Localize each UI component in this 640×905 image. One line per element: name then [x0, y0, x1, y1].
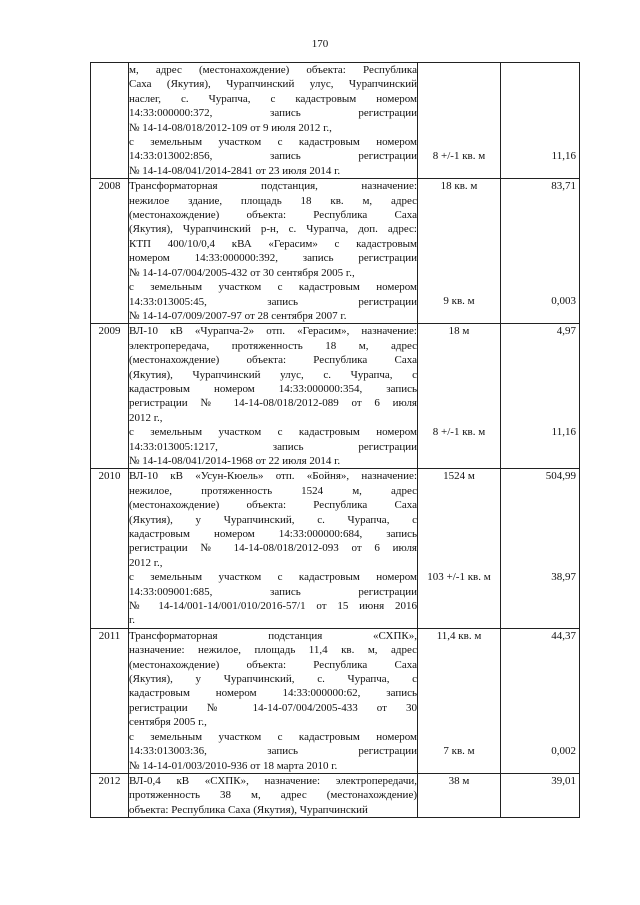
- object-description: [129, 63, 418, 179]
- description-line: (Якутия), у Чурапчинский, с. Чурапча, с: [129, 673, 417, 686]
- description-line: 2012 г.,: [129, 411, 163, 424]
- description-line: Трансформаторная подстанция, назначение:: [129, 180, 417, 193]
- page-number: 170: [311, 38, 329, 50]
- description-line: с земельным участком с кадастровым номером: [129, 730, 417, 743]
- row-number: 2010: [91, 469, 129, 628]
- description-line: кадастровым номером 14:33:000000:684, запись: [129, 528, 417, 540]
- table-row: [91, 179, 580, 324]
- description-line: назначение: нежилое, площадь 11,4 кв. м, адрес: [129, 644, 417, 657]
- cost-cell: [501, 628, 580, 773]
- description-line: № 14-14-08/041/2014-2841 от 23 июля 2014 г.: [129, 164, 341, 177]
- area-value: 11,4 кв. м: [436, 629, 482, 642]
- description-line: с земельным участком с кадастровым номером: [129, 426, 417, 439]
- description-line: объекта: Республика Саха (Якутия), Чурапчинский: [129, 803, 368, 816]
- area-cell: [418, 628, 501, 773]
- description-line: № 14-14-07/009/2007-97 от 28 сентября 2007 г.: [129, 309, 347, 322]
- cost-value: 38,97: [551, 571, 576, 584]
- row-number: 2011: [91, 628, 129, 773]
- description-line: кадастровым номером 14:33:000000:62, запись: [129, 687, 417, 700]
- cost-cell: [501, 773, 580, 817]
- table-row: [91, 469, 580, 628]
- description-line: № 14-14-08/018/2012-109 от 9 июля 2012 г.,: [129, 121, 332, 134]
- object-description: [129, 179, 418, 324]
- area-value: 8 +/-1 кв. м: [432, 150, 486, 163]
- description-line: с земельным участком с кадастровым номером: [129, 281, 417, 294]
- cost-cell: [501, 324, 580, 469]
- description-line: наслег, с. Чурапча, с кадастровым номером: [129, 92, 417, 105]
- description-line: нежилое здание, площадь 18 кв. м, адрес: [129, 194, 417, 207]
- area-value: 8 +/-1 кв. м: [432, 426, 486, 439]
- description-line: Саха (Якутия), Чурапчинский улус, Чурапчинский: [129, 78, 417, 91]
- object-description: [129, 469, 418, 628]
- description-line: № 14-14/001-14/001/010/2016-57/1 от 15 июня 2016: [129, 600, 417, 613]
- description-line: № 14-14-01/003/2010-936 от 18 марта 2010 г.: [129, 759, 338, 772]
- cost-value: 11,16: [551, 150, 576, 163]
- description-line: 14:33:013003:36, запись регистрации: [129, 745, 417, 758]
- description-line: м, адрес (местонахождение) объекта: Республика: [129, 64, 417, 76]
- description-line: 2012 г.,: [129, 556, 163, 569]
- row-number: 2012: [91, 773, 129, 817]
- description-line: 14:33:013002:856, запись регистрации: [129, 150, 417, 163]
- row-number: 2009: [91, 324, 129, 469]
- cost-value: 83,71: [551, 180, 576, 193]
- description-line: ВЛ-10 кВ «Чурапча-2» отп. «Герасим», назначение:: [129, 325, 417, 338]
- registry-table: [90, 62, 580, 818]
- area-cell: [418, 469, 501, 628]
- description-line: регистрации № 14-14-08/018/2012-093 от 6 июля: [129, 542, 417, 555]
- cost-cell: [501, 179, 580, 324]
- description-line: (Якутия), Чурапчинский р-н, с. Чурапча, доп. адрес:: [129, 223, 417, 236]
- object-description: [129, 628, 418, 773]
- cost-cell: [501, 63, 580, 179]
- description-line: 14:33:000000:372, запись регистрации: [129, 107, 417, 120]
- description-line: (Якутия), у Чурапчинский, с. Чурапча, с: [129, 513, 417, 526]
- object-description: [129, 324, 418, 469]
- table-row: [91, 773, 580, 817]
- description-line: (местонахождение) объекта: Республика Саха: [129, 354, 417, 367]
- cost-value: 504,99: [545, 470, 576, 483]
- description-line: нежилое, протяженность 1524 м, адрес: [129, 484, 417, 497]
- table-row: [91, 324, 580, 469]
- description-line: № 14-14-08/041/2014-1968 от 22 июля 2014 г.: [129, 454, 341, 467]
- description-line: 14:33:013005:1217, запись регистрации: [129, 440, 417, 453]
- description-line: (местонахождение) объекта: Республика Саха: [129, 499, 417, 512]
- area-value: 9 кв. м: [443, 295, 475, 308]
- cost-value: 0,002: [551, 745, 576, 758]
- description-line: № 14-14-07/004/2005-432 от 30 сентября 2005 г.,: [129, 266, 355, 279]
- description-line: КТП 400/10/0,4 кВА «Герасим» с кадастровым: [129, 237, 417, 250]
- description-line: (Якутия), Чурапчинский улус, с. Чурапча, с: [129, 368, 417, 381]
- description-line: кадастровым номером 14:33:000000:354, запись: [129, 382, 417, 395]
- row-number: 2008: [91, 179, 129, 324]
- cost-value: 11,16: [551, 426, 576, 439]
- description-line: регистрации № 14-14-07/004/2005-433 от 30: [129, 701, 417, 714]
- row-number: [91, 63, 129, 179]
- description-line: (местонахождение) объекта: Республика Саха: [129, 209, 417, 222]
- description-line: Трансформаторная подстанция «СХПК»,: [129, 629, 417, 642]
- cost-value: 44,37: [551, 629, 576, 642]
- cost-value: 4,97: [556, 325, 576, 338]
- area-value: 103 +/-1 кв. м: [427, 571, 491, 584]
- cost-cell: [501, 469, 580, 628]
- area-value: 18 м: [448, 325, 470, 338]
- description-line: номером 14:33:000000:392, запись регистрации: [129, 252, 417, 265]
- description-line: с земельным участком с кадастровым номером: [129, 136, 417, 149]
- cost-value: 0,003: [551, 295, 576, 308]
- table-row: [91, 63, 580, 179]
- description-line: с земельным участком с кадастровым номером: [129, 571, 417, 584]
- description-line: ВЛ-10 кВ «Усун-Кюель» отп. «Бойня», назначение:: [129, 470, 417, 483]
- description-line: сентября 2005 г.,: [129, 716, 207, 729]
- description-line: регистрации № 14-14-08/018/2012-089 от 6 июля: [129, 397, 417, 410]
- area-value: 38 м: [448, 774, 470, 787]
- area-cell: [418, 324, 501, 469]
- description-line: ВЛ-0,4 кВ «СХПК», назначение: электропередачи,: [129, 774, 417, 787]
- area-cell: [418, 63, 501, 179]
- description-line: электропередача, протяженность 18 м, адрес: [129, 339, 417, 352]
- description-line: 14:33:013005:45, запись регистрации: [129, 295, 417, 308]
- description-line: г.: [129, 614, 136, 627]
- area-value: 7 кв. м: [443, 745, 475, 758]
- area-cell: [418, 179, 501, 324]
- description-line: (местонахождение) объекта: Республика Саха: [129, 658, 417, 671]
- area-value: 18 кв. м: [440, 180, 478, 193]
- cost-value: 39,01: [551, 774, 576, 787]
- description-line: 14:33:009001:685, запись регистрации: [129, 585, 417, 598]
- object-description: [129, 773, 418, 817]
- description-line: протяженность 38 м, адрес (местонахождение): [129, 789, 417, 802]
- area-cell: [418, 773, 501, 817]
- registry-table-body: [91, 63, 580, 818]
- area-value: 1524 м: [443, 470, 475, 483]
- table-row: [91, 628, 580, 773]
